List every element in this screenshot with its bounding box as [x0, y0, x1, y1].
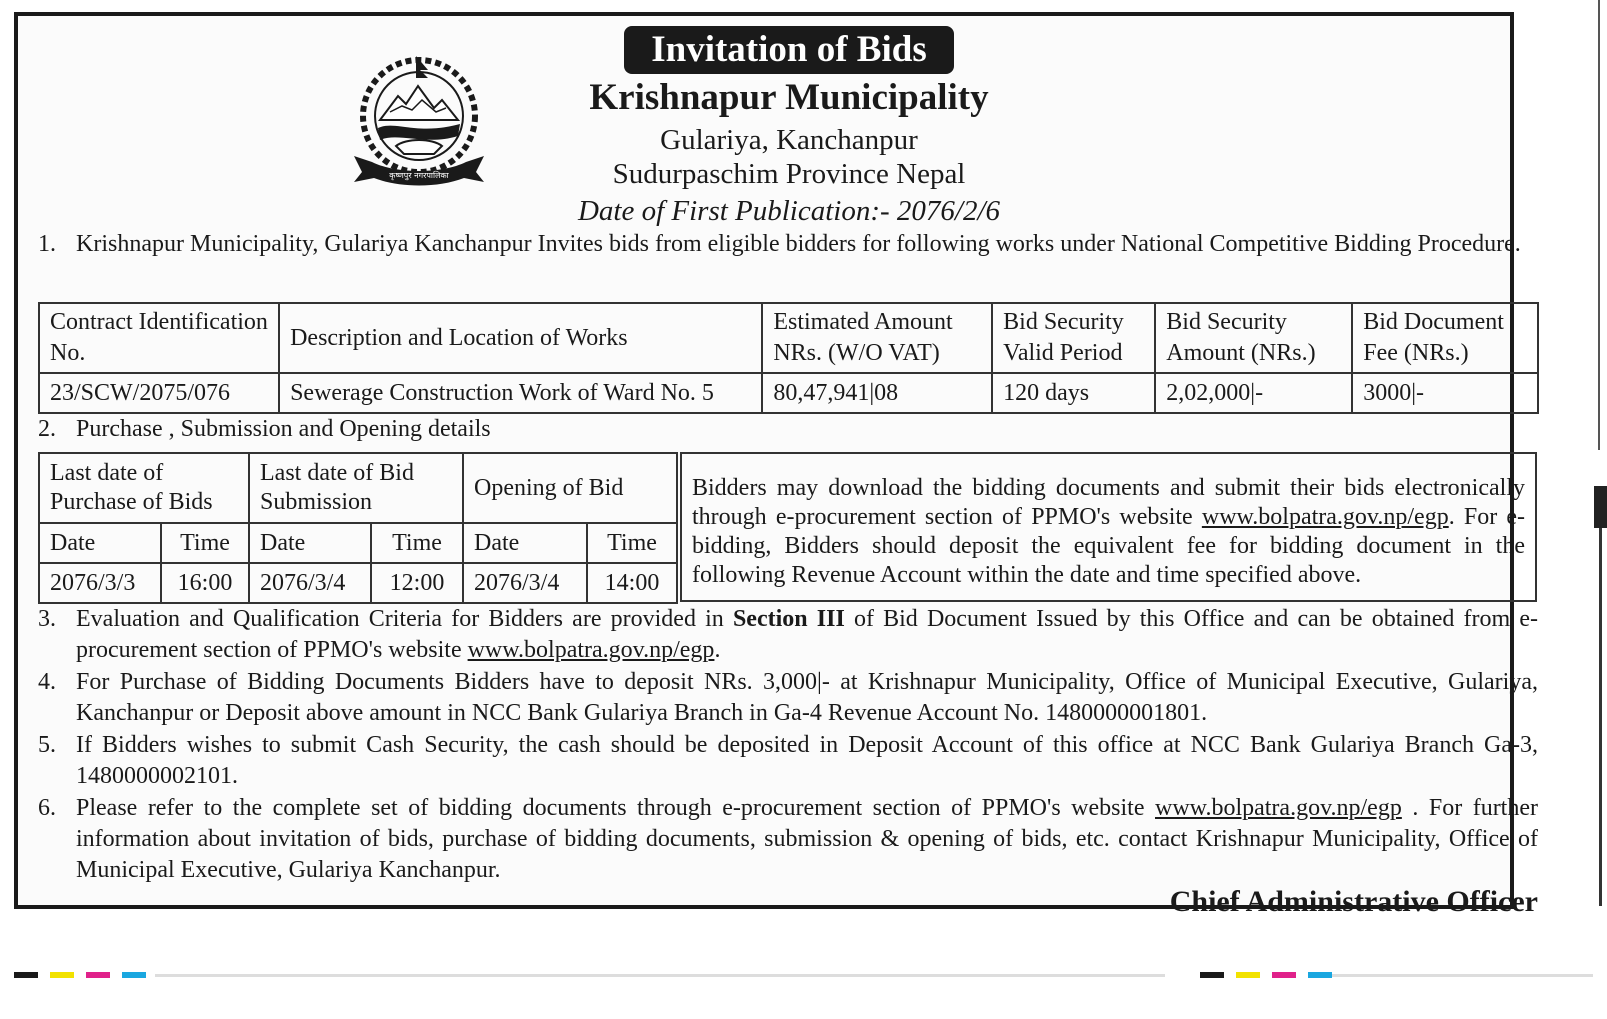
- clause-number: 4.: [38, 669, 56, 695]
- clause-text-part: . For further information about invitation of bids, purchase of bidding documents, submission & opening of bids, etc. contact Krishnapur Municipality, Office of Municipal Executive, Gulariya Kanchanpur.: [76, 795, 1538, 883]
- clause-text: If Bidders wishes to submit Cash Security, the cash should be deposited in Deposit Account of this office at NCC Bank Gulariya Branch Ga-3, 1480000002101.: [76, 732, 1538, 789]
- note-text: Bidders may download the bidding documents and submit their bids electronically through e-procurement section of PPMO's website: [692, 475, 1525, 530]
- cell-document-fee: 3000|-: [1352, 373, 1538, 413]
- clause-6: [38, 793, 1538, 886]
- purchase-time: 16:00: [161, 563, 249, 603]
- opening-time: 14:00: [587, 563, 677, 603]
- clause-text: Krishnapur Municipality, Gulariya Kanchanpur Invites bids from eligible bidders for following works under National Competitive Bidding Procedure.: [76, 231, 1521, 257]
- purchase-date: 2076/3/3: [39, 563, 161, 603]
- clause-number: 5.: [38, 732, 56, 758]
- clause-text-part: of Bid Document Issued by this Office and can be obtained from e-procurement section of PPMO's website: [76, 606, 1539, 663]
- clause-text-part: .: [714, 637, 721, 663]
- works-table: [38, 302, 1539, 414]
- cell-contract-id: 23/SCW/2075/076: [39, 373, 279, 413]
- header-purchase-deadline: Last date of Purchase of Bids: [39, 453, 249, 523]
- reg-mark-cyan: [1308, 972, 1332, 978]
- clause-5: [38, 730, 1538, 792]
- reg-mark-yellow: [50, 972, 74, 978]
- clause-text: For Purchase of Bidding Documents Bidders have to deposit NRs. 3,000|- at Krishnapur Municipality, Office of Municipal Executive, Gulariya, Kanchanpur or Deposit above amount in NCC Bank Gulariya Branch in Ga-4 Revenue Account No. 1480000001801.: [76, 669, 1538, 726]
- schedule-table: [38, 452, 678, 604]
- adjacent-column-edge-lower: [1599, 528, 1602, 906]
- clause-text: [76, 793, 1538, 886]
- header-security-amount: Bid Security Amount (NRs.): [1155, 303, 1352, 373]
- subheader-date: Date: [463, 523, 587, 563]
- clause-number: 3.: [38, 606, 56, 632]
- header-estimated-amount: Estimated Amount NRs. (W/O VAT): [762, 303, 992, 373]
- clause-3: [38, 604, 1538, 666]
- reg-mark-magenta: [86, 972, 110, 978]
- adjacent-column-block: [1594, 486, 1607, 528]
- reg-mark-magenta: [1272, 972, 1296, 978]
- subheader-time: Time: [371, 523, 463, 563]
- egp-link[interactable]: www.bolpatra.gov.np/egp: [1201, 504, 1449, 530]
- clause-1: [38, 229, 1538, 260]
- subheader-date: Date: [39, 523, 161, 563]
- municipality-name: Krishnapur Municipality: [589, 77, 989, 118]
- header-submission-deadline: Last date of Bid Submission: [249, 453, 463, 523]
- subheader-time: Time: [587, 523, 677, 563]
- cell-security-validity: 120 days: [992, 373, 1155, 413]
- submission-time: 12:00: [371, 563, 463, 603]
- clause-text-part: Please refer to the complete set of bidding documents through e-procurement section of PPMO's website: [76, 795, 1155, 821]
- address-line-1: Gulariya, Kanchanpur: [660, 124, 918, 156]
- clause-4: [38, 667, 1538, 729]
- header-contract-id: Contract Identification No.: [39, 303, 279, 373]
- cell-security-amount: 2,02,000|-: [1155, 373, 1352, 413]
- reg-mark-black: [14, 972, 38, 978]
- emblem-ribbon-text: कृष्णपुर नगरपालिका: [389, 171, 449, 180]
- subheader-date: Date: [249, 523, 371, 563]
- schedule-values-row: [39, 563, 677, 603]
- section-2-title: [38, 416, 491, 443]
- clause-text-part: Evaluation and Qualification Criteria for Bidders are provided in: [76, 606, 733, 632]
- address-line-2: Sudurpaschim Province Nepal: [612, 158, 966, 190]
- reg-mark-cyan: [122, 972, 146, 978]
- section-2-text: Purchase , Submission and Opening details: [76, 416, 491, 442]
- adjacent-column-edge: [1598, 0, 1600, 450]
- publication-date: Date of First Publication:- 2076/2/6: [577, 195, 1001, 227]
- cell-estimated-amount: 80,47,941|08: [762, 373, 992, 413]
- registration-line: [155, 974, 1165, 977]
- opening-date: 2076/3/4: [463, 563, 587, 603]
- clause-number: 6.: [38, 795, 56, 821]
- section-reference: Section III: [732, 606, 845, 632]
- clause-number: 1.: [38, 231, 56, 257]
- clause-number: 2.: [38, 416, 56, 442]
- submission-date: 2076/3/4: [249, 563, 371, 603]
- reg-mark-black: [1200, 972, 1224, 978]
- header-description: Description and Location of Works: [279, 303, 762, 373]
- registration-line: [1328, 974, 1593, 977]
- e-bidding-note: [680, 452, 1537, 602]
- reg-mark-yellow: [1236, 972, 1260, 978]
- invitation-title-badge: Invitation of Bids: [624, 26, 954, 74]
- egp-link[interactable]: www.bolpatra.gov.np/egp: [467, 637, 715, 663]
- note-text-cont: . For e-bidding, Bidders should deposit the equivalent fee for bidding document in the following Revenue Account within the date and time specified above.: [692, 504, 1526, 588]
- schedule-subheader-row: [39, 523, 677, 563]
- nepal-emblem-icon: [346, 50, 492, 190]
- clause-text: [76, 604, 1538, 666]
- signatory-title: Chief Administrative Officer: [1169, 885, 1538, 918]
- egp-link[interactable]: www.bolpatra.gov.np/egp: [1155, 795, 1402, 821]
- cell-description: Sewerage Construction Work of Ward No. 5: [279, 373, 762, 413]
- header-security-validity: Bid Security Valid Period: [992, 303, 1155, 373]
- table-header-row: [39, 303, 1538, 373]
- subheader-time: Time: [161, 523, 249, 563]
- header-document-fee: Bid Document Fee (NRs.): [1352, 303, 1538, 373]
- header-bid-opening: Opening of Bid: [463, 453, 677, 523]
- schedule-group-header-row: [39, 453, 677, 523]
- table-row: [39, 373, 1538, 413]
